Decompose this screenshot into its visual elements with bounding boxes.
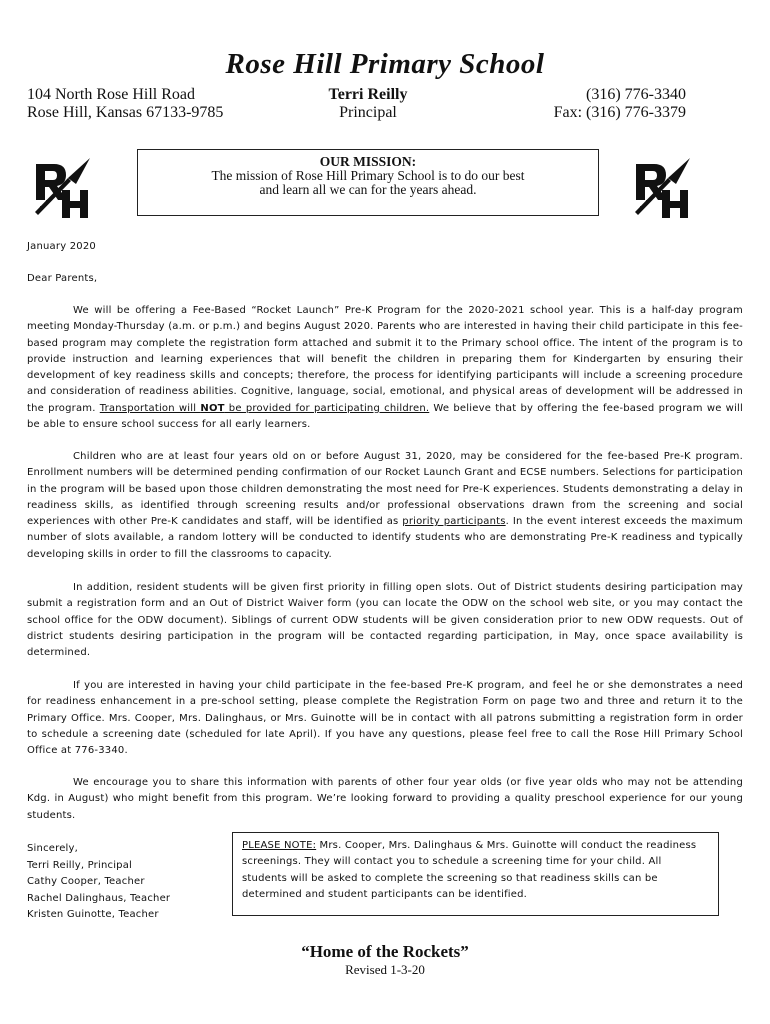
paragraph-2 (27, 449, 743, 563)
mission-line-2: and learn all we can for the years ahead. (259, 182, 477, 197)
closing-signatures (27, 841, 227, 924)
signature-principal: Terri Reilly, Principal (27, 859, 133, 871)
school-address (27, 86, 223, 122)
address-line-2: Rose Hill, Kansas 67133-9785 (27, 104, 224, 121)
signature-teacher-dalinghaus: Rachel Dalinghaus, Teacher (27, 892, 171, 904)
paragraph-4: If you are interested in having your child participate in the fee-based Pre-K program, and feel he or she demonstrates a need for readiness enhancement in a pre-school setting, please complete the Registration Form on page two and three and return it to the Primary Office. Mrs. Cooper, Mrs. Dalinghaus, or Mrs. Guinotte will be in contact with all patrons submitting a registration form in order to schedule a screening date (scheduled for late April). If you have any questions, please feel free to call the Rose Hill Primary School Office at 776-3340. (27, 680, 743, 757)
transportation-notice-text: Transportation will (99, 402, 201, 414)
school-name: Rose Hill Primary School (225, 48, 545, 80)
sincerely: Sincerely, (27, 843, 79, 854)
phone-number: (316) 776-3340 (586, 86, 686, 103)
fax-number: Fax: (316) 776-3379 (553, 104, 686, 121)
letter-date: January 2020 (27, 241, 96, 252)
please-note-label: PLEASE NOTE: (242, 840, 317, 851)
paragraph-1-text-end: We believe that by offering the fee-based program we will be able to ensure school success for all early learners. (27, 402, 743, 431)
principal-title: Principal (339, 104, 397, 121)
address-line-1: 104 North Rose Hill Road (27, 86, 195, 103)
paragraph-2-text: Children who are at least four years old on or before August 31, 2020, may be considered for the fee-based Pre-K program. Enrollment numbers will be determined pending confirmation of our Rocket Launch Grant and ECSE numbers. Selections for participation in the program will be based upon those children demonstrating the most need for Pre-K experiences. Students demonstrating a delay in readiness skills, as identified through screening results and/or professional observations drawn from the screening and social experiences with other Pre-K candidates and staff, will be identified as (27, 451, 743, 528)
principal-name: Terri Reilly (328, 86, 408, 103)
salutation: Dear Parents, (27, 273, 98, 284)
priority-participants: priority participants (402, 516, 506, 528)
contact-block (554, 86, 686, 122)
please-note-text: Mrs. Cooper, Mrs. Dalinghaus & Mrs. Guinotte will conduct the readiness screenings. They will contact you to schedule a screening time for your child. All students will be asked to complete the screening so that readiness skills can be determined and student participants can be identified. (242, 840, 697, 900)
school-motto: “Home of the Rockets” (301, 942, 469, 961)
signature-teacher-guinotte: Kristen Guinotte, Teacher (27, 909, 159, 921)
rh-rocket-logo-icon (32, 156, 96, 220)
signature-teacher-cooper: Cathy Cooper, Teacher (27, 876, 145, 888)
principal-block (300, 86, 436, 122)
transportation-notice-text-end: be provided for participating children. (224, 402, 430, 414)
transportation-not: NOT (200, 402, 225, 414)
please-note-box (232, 832, 719, 916)
transportation-notice (100, 403, 429, 414)
paragraph-1 (27, 303, 743, 433)
paragraph-3: In addition, resident students will be given first priority in filling open slots. Out of District students desiring participation may submit a registration form and an Out of District Waiver form (you can locate the ODW on the school web site, or you may contact the school office for the ODW document). Siblings of current ODW students will be given consideration prior to new ODW requests. Out of district students desiring participation in the program will be contacted regarding participation, in May, once space availability is determined. (27, 582, 743, 659)
rh-rocket-logo-icon (632, 156, 696, 220)
revision-date: Revised 1-3-20 (345, 962, 425, 974)
paragraph-2-text-end: . In the event interest exceeds the maximum number of slots available, a random lottery will be conducted to identify students who are demonstrating Pre-K readiness and typically developing skills in order to fill the classrooms to capacity. (27, 516, 743, 560)
paragraph-1-text: We will be offering a Fee-Based “Rocket Launch” Pre-K Program for the 2020-2021 school year. This is a half-day program meeting Monday-Thursday (a.m. or p.m.) and begins August 2020. Parents who are interested in having their child participate in this fee-based program may complete the registration form attached and submit it to the Primary school office. The intent of the program is to provide instruction and learning experiences that will benefit the children in preparing them for Kindergarten by ensuring their development of key readiness skills and concepts; therefore, the process for identifying participants will include a screening procedure and consideration of readiness abilities. Cognitive, language, social, emotional, and physical areas of development will be addressed in the program. (27, 305, 743, 414)
paragraph-5: We encourage you to share this information with parents of other four year olds (or five year olds who may not be attending Kdg. in August) who might benefit from this program. We’re looking forward to providing a quality preschool experience for our young students. (27, 777, 743, 821)
mission-title: OUR MISSION: (319, 154, 417, 169)
mission-line-1: The mission of Rose Hill Primary School is to do our best (211, 168, 525, 183)
mission-box (137, 149, 599, 216)
